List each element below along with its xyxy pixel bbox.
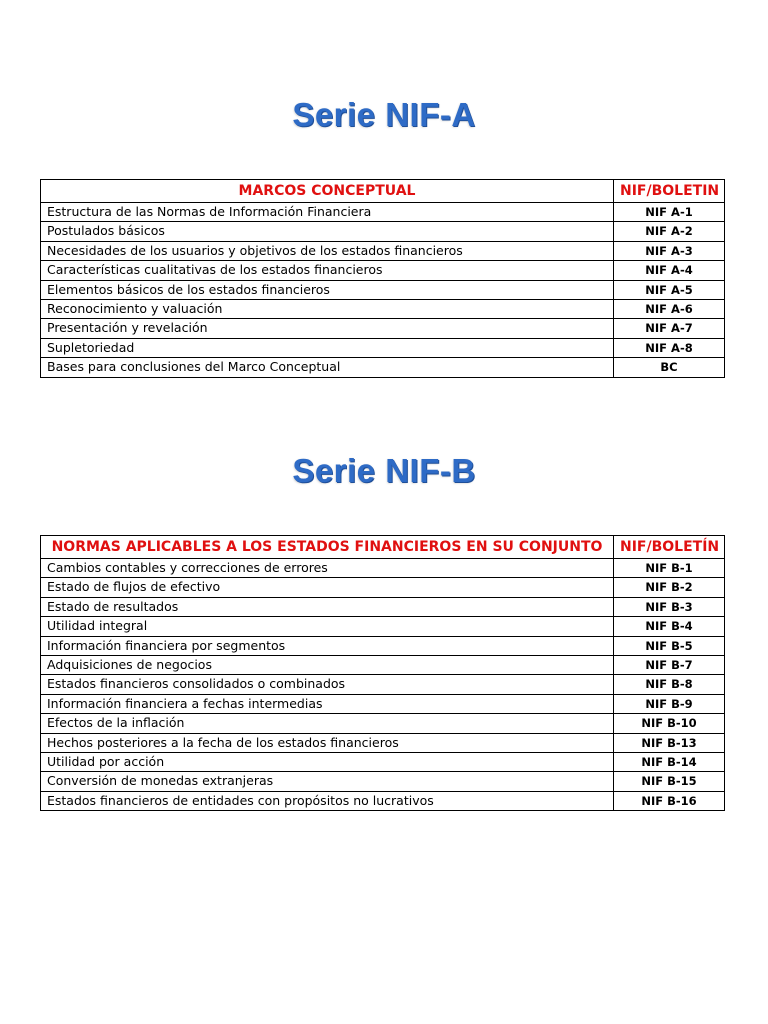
row-description: Conversión de monedas extranjeras [41,772,614,791]
column-header-concept: NORMAS APLICABLES A LOS ESTADOS FINANCIEROS EN SU CONJUNTO [41,536,614,559]
table-row [41,772,725,791]
table-row [41,261,725,280]
table-row [41,241,725,260]
table-row [41,675,725,694]
row-code: NIF B-16 [614,791,725,810]
column-header-concept: MARCOS CONCEPTUAL [41,180,614,203]
row-description: Adquisiciones de negocios [41,656,614,675]
row-description: Información financiera por segmentos [41,636,614,655]
table-row [41,559,725,578]
row-description: Información financiera a fechas intermedias [41,694,614,713]
row-description: Estado de resultados [41,597,614,616]
row-description: Necesidades de los usuarios y objetivos de los estados financieros [41,241,614,260]
row-description: Efectos de la inflación [41,714,614,733]
table-row [41,636,725,655]
row-description: Supletoriedad [41,338,614,357]
serie-b-table [40,535,725,811]
row-code: NIF B-3 [614,597,725,616]
row-code: NIF B-4 [614,617,725,636]
row-description: Postulados básicos [41,222,614,241]
row-description: Estructura de las Normas de Información Financiera [41,203,614,222]
row-code: NIF B-13 [614,733,725,752]
serie-a-title: Serie NIF-A [292,96,476,133]
table-row [41,203,725,222]
row-description: Elementos básicos de los estados financieros [41,280,614,299]
row-code: NIF B-7 [614,656,725,675]
row-description: Bases para conclusiones del Marco Conceptual [41,358,614,377]
row-code: BC [614,358,725,377]
table-row [41,358,725,377]
table-row [41,597,725,616]
row-code: NIF A-6 [614,300,725,319]
table-row [41,300,725,319]
row-code: NIF B-2 [614,578,725,597]
row-code: NIF A-7 [614,319,725,338]
table-row [41,791,725,810]
table-row [41,578,725,597]
table-row [41,753,725,772]
row-code: NIF B-15 [614,772,725,791]
table-row [41,319,725,338]
row-code: NIF A-3 [614,241,725,260]
table-row [41,694,725,713]
serie-b-title: Serie NIF-B [292,452,476,489]
column-header-code: NIF/BOLETÍN [614,536,725,559]
row-code: NIF A-4 [614,261,725,280]
row-description: Presentación y revelación [41,319,614,338]
table-row [41,714,725,733]
table-row [41,656,725,675]
table-row [41,338,725,357]
row-code: NIF A-1 [614,203,725,222]
row-description: Estados financieros consolidados o combinados [41,675,614,694]
table-row [41,280,725,299]
row-code: NIF B-14 [614,753,725,772]
row-description: Estado de flujos de efectivo [41,578,614,597]
row-description: Utilidad por acción [41,753,614,772]
row-code: NIF B-10 [614,714,725,733]
row-description: Características cualitativas de los estados financieros [41,261,614,280]
row-description: Reconocimiento y valuación [41,300,614,319]
row-description: Estados financieros de entidades con propósitos no lucrativos [41,791,614,810]
row-description: Hechos posteriores a la fecha de los estados financieros [41,733,614,752]
row-code: NIF A-5 [614,280,725,299]
table-row [41,222,725,241]
serie-a-table [40,179,725,378]
column-header-code: NIF/BOLETIN [614,180,725,203]
table-row [41,733,725,752]
row-description: Cambios contables y correcciones de errores [41,559,614,578]
row-code: NIF A-2 [614,222,725,241]
table-row [41,617,725,636]
table-header-row [41,180,725,203]
row-code: NIF B-5 [614,636,725,655]
row-code: NIF A-8 [614,338,725,357]
row-code: NIF B-9 [614,694,725,713]
row-code: NIF B-8 [614,675,725,694]
row-description: Utilidad integral [41,617,614,636]
table-header-row [41,536,725,559]
row-code: NIF B-1 [614,559,725,578]
